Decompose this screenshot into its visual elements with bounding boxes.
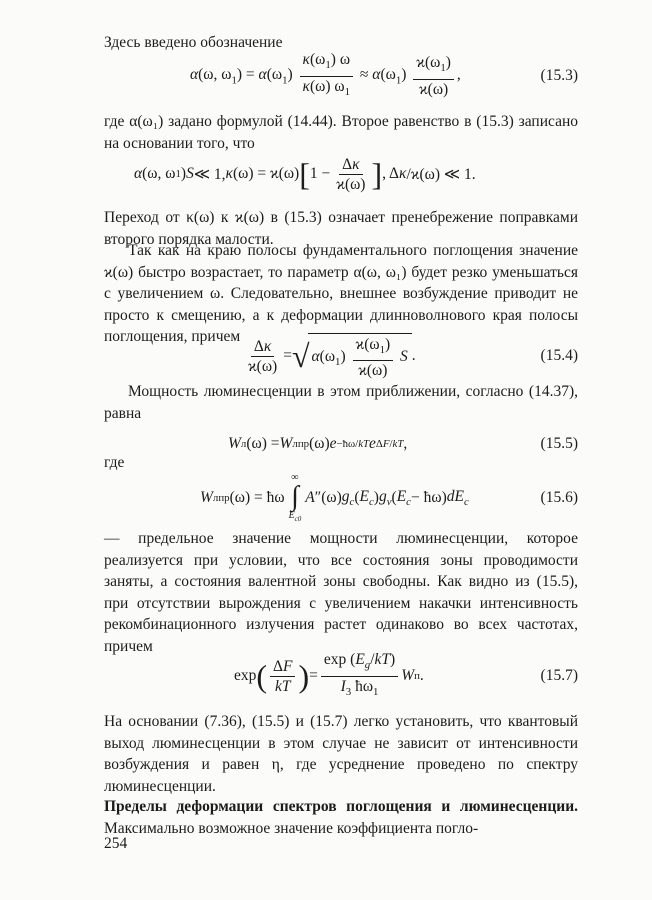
paragraph-1: где α(ω₁) задано формулой (14.44). Второе равенство в (15.3) записано на основании того, что <box>104 113 578 152</box>
equation-condition-render: α (ω, ω 1 ) S ≪ 1, κ (ω) = ϰ(ω) [ 1 − $\frac{\Delta\kappa}{ϰ(\omega)}$ ] , Δ κ /ϰ(ω) ≪ 1. <box>134 155 476 193</box>
equation-15-4-render: $\frac{\Delta\kappa}{ϰ(\omega)}$ = √ $\alpha(\omega_1)$ $\frac{ϰ(\omega_1)}{ϰ(\omega)}$ S . <box>242 334 416 378</box>
equation-15-4-number: (15.4) <box>540 347 578 364</box>
page-number: 254 <box>104 835 128 852</box>
paragraph-8 <box>104 796 578 839</box>
equation-15-3 <box>104 51 578 98</box>
equation-15-6 <box>104 472 578 524</box>
equation-15-7-number: (15.7) <box>540 667 578 684</box>
paragraph-6: — предельное значение мощности люминесценции, которое реализуется при условии, что все состояния зоны проводимости заняты, а состояния валентной зоны свободны. Как видно из (15.5), при отсутствии вырождения с увеличением накачки интенсивность рекомбинационного излучения растет одинаково во всех частотах, причем <box>104 530 578 655</box>
paragraph-7: На основании (7.36), (15.5) и (15.7) легко установить, что квантовый выход люминесценции в этом случае не зависит от интенсивности возбуждения и равен η, где усреднение проведено по спектру люминесценции. <box>104 713 578 795</box>
equation-15-6-number: (15.6) <box>540 489 578 506</box>
equation-15-5-number: (15.5) <box>540 435 578 452</box>
equation-15-7 <box>104 651 578 698</box>
paragraph-4: Мощность люминесценции в этом приближении, согласно (14.37), равна <box>104 383 578 422</box>
equation-15-3-render: α(ω, $\omega_1) = \alpha(\omega_1)$ $\frac{\kappa(\omega_1) \omega}{\kappa(\omega) \omega_1}$ ≈ $\alpha(\omega_1)$ $\frac{ϰ(\omega_1)}{ϰ(\omega)}$ , <box>190 51 461 98</box>
paragraph-3: Так как на краю полосы фундаментального поглощения значение ϰ(ω) быстро возрастает, то параметр α(ω, ω₁) будет резко уменьшаться с увеличением ω. Следовательно, внешнее возбуждение приводит не просто к смещению, а к деформации длинноволнового края полосы поглощения, причем <box>104 242 578 345</box>
equation-15-3-body <box>190 51 461 98</box>
paragraph-8-text: Максимально возможное значение коэффициента погло- <box>104 819 479 837</box>
intro-text: Здесь введено обозначение <box>104 34 283 51</box>
paragraph-2: Переход от κ(ω) к ϰ(ω) в (15.3) означает пренебрежение поправками второго порядка малости. <box>104 209 578 248</box>
equation-15-3-number: (15.3) <box>540 67 578 84</box>
equation-condition <box>104 152 578 196</box>
equation-15-6-render: W л пр (ω) = ħω ∞ ∫ $E_{c0}$ A ″(ω) $g_c$ ( $E_c$ ) $g_v$ ( $E_c$ − ħω) $dE_c$ <box>200 472 469 523</box>
paragraph-5: где <box>104 454 125 471</box>
equation-15-4 <box>104 334 578 378</box>
section-heading: Пределы деформации спектров поглощения и люминесценции. <box>104 798 578 815</box>
equation-15-5-render: W л (ω) = W л пр (ω) e −ħω/kT e ΔF/kT , <box>228 435 408 452</box>
equation-15-7-render: exp ( $\frac{\Delta F}{kT}$ ) = $\frac{\exp (E_g/kT)}{I_3 ħ\omega_1}$ W п . <box>234 651 424 698</box>
